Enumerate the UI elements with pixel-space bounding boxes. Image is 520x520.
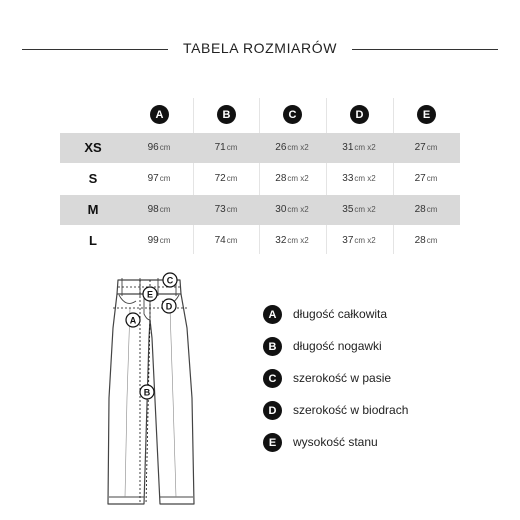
cell-unit: cm x2 — [354, 143, 376, 152]
cell-unit: cm — [226, 143, 238, 152]
table-cell — [126, 195, 192, 225]
cell-value: 27 — [414, 142, 426, 153]
legend-label: szerokość w biodrach — [293, 403, 409, 417]
cell-value: 28 — [414, 235, 426, 246]
cell-value: 98 — [147, 204, 159, 215]
size-label: L — [89, 233, 97, 248]
marker-d — [162, 299, 176, 313]
cell-unit: cm — [226, 174, 238, 183]
cell-unit: cm x2 — [354, 236, 376, 245]
table-cell — [126, 133, 192, 163]
cell-value: 72 — [214, 173, 226, 184]
table-cell — [393, 226, 459, 256]
cell-unit: cm — [226, 205, 238, 214]
marker-a — [126, 313, 140, 327]
left-pocket — [119, 295, 136, 303]
marker-e-label: E — [146, 289, 154, 300]
table-row — [60, 226, 460, 256]
legend-marker-b: B — [263, 337, 282, 356]
cell-value: 31 — [342, 142, 354, 153]
page-title: TABELA ROZMIARÓW — [182, 40, 338, 56]
cell-unit: cm — [159, 205, 171, 214]
table-header-row — [60, 98, 460, 132]
size-label: M — [87, 202, 99, 217]
cell-value: 96 — [147, 142, 159, 153]
cell-unit: cm — [426, 236, 438, 245]
table-cell — [193, 226, 259, 256]
title-rule-right — [352, 49, 498, 50]
jeans-outline — [108, 294, 194, 504]
table-row — [60, 133, 460, 163]
cell-unit: cm x2 — [287, 236, 309, 245]
table-cell — [326, 195, 392, 225]
table-cell — [393, 195, 459, 225]
jeans-diagram — [100, 268, 210, 510]
marker-b-label: B — [143, 387, 151, 398]
table-cell — [126, 164, 192, 194]
cell-value: 28 — [414, 204, 426, 215]
table-cell — [326, 164, 392, 194]
cell-value: 27 — [414, 173, 426, 184]
legend-marker-e: E — [263, 433, 282, 452]
cell-value: 28 — [275, 173, 287, 184]
legend-item — [263, 369, 463, 389]
left-seam — [125, 308, 130, 497]
title-rule-left — [22, 49, 168, 50]
legend-marker-c: C — [263, 369, 282, 388]
marker-b — [140, 385, 154, 399]
cell-unit: cm x2 — [287, 174, 309, 183]
cell-unit: cm x2 — [287, 143, 309, 152]
legend-item — [263, 337, 463, 357]
table-cell — [259, 164, 325, 194]
cell-value: 74 — [214, 235, 226, 246]
cell-unit: cm — [426, 174, 438, 183]
column-header-c: C — [283, 105, 302, 124]
table-cell — [393, 133, 459, 163]
legend-label: długość nogawki — [293, 339, 382, 353]
cell-value: 35 — [342, 204, 354, 215]
cell-unit: cm — [159, 236, 171, 245]
table-cell — [326, 133, 392, 163]
table-row — [60, 195, 460, 225]
cell-unit: cm — [159, 143, 171, 152]
legend-marker-a: A — [263, 305, 282, 324]
table-cell — [326, 226, 392, 256]
table-cell — [259, 133, 325, 163]
cell-value: 32 — [275, 235, 287, 246]
column-header-a: A — [150, 105, 169, 124]
marker-d-label: D — [165, 301, 173, 312]
cell-unit: cm — [426, 205, 438, 214]
cell-unit: cm x2 — [354, 205, 376, 214]
marker-c — [163, 273, 177, 287]
table-cell — [193, 195, 259, 225]
marker-c-label: C — [166, 275, 174, 286]
table-cell — [393, 164, 459, 194]
cell-value: 97 — [147, 173, 159, 184]
cell-value: 71 — [214, 142, 226, 153]
cell-value: 33 — [342, 173, 354, 184]
table-cell — [259, 195, 325, 225]
legend-label: szerokość w pasie — [293, 371, 392, 385]
legend-item — [263, 305, 463, 325]
legend-item — [263, 433, 463, 453]
table-cell — [259, 226, 325, 256]
cell-unit: cm — [226, 236, 238, 245]
cell-value: 37 — [342, 235, 354, 246]
cell-unit: cm — [426, 143, 438, 152]
cell-value: 30 — [275, 204, 287, 215]
table-cell — [193, 164, 259, 194]
cell-value: 73 — [214, 204, 226, 215]
table-cell — [193, 133, 259, 163]
legend-label: wysokość stanu — [293, 435, 378, 449]
cell-unit: cm x2 — [287, 205, 309, 214]
table-cell — [126, 226, 192, 256]
legend-label: długość całkowita — [293, 307, 388, 321]
legend-item — [263, 401, 463, 421]
cell-value: 99 — [147, 235, 159, 246]
table-row — [60, 164, 460, 194]
column-header-b: B — [217, 105, 236, 124]
marker-e — [143, 287, 157, 301]
marker-a-label: A — [129, 315, 137, 326]
cell-unit: cm x2 — [354, 174, 376, 183]
size-label: XS — [84, 140, 102, 155]
size-label: S — [88, 171, 98, 186]
legend-marker-d: D — [263, 401, 282, 420]
cell-unit: cm — [159, 174, 171, 183]
column-header-e: E — [417, 105, 436, 124]
column-header-d: D — [350, 105, 369, 124]
right-seam — [170, 308, 176, 497]
cell-value: 26 — [275, 142, 287, 153]
